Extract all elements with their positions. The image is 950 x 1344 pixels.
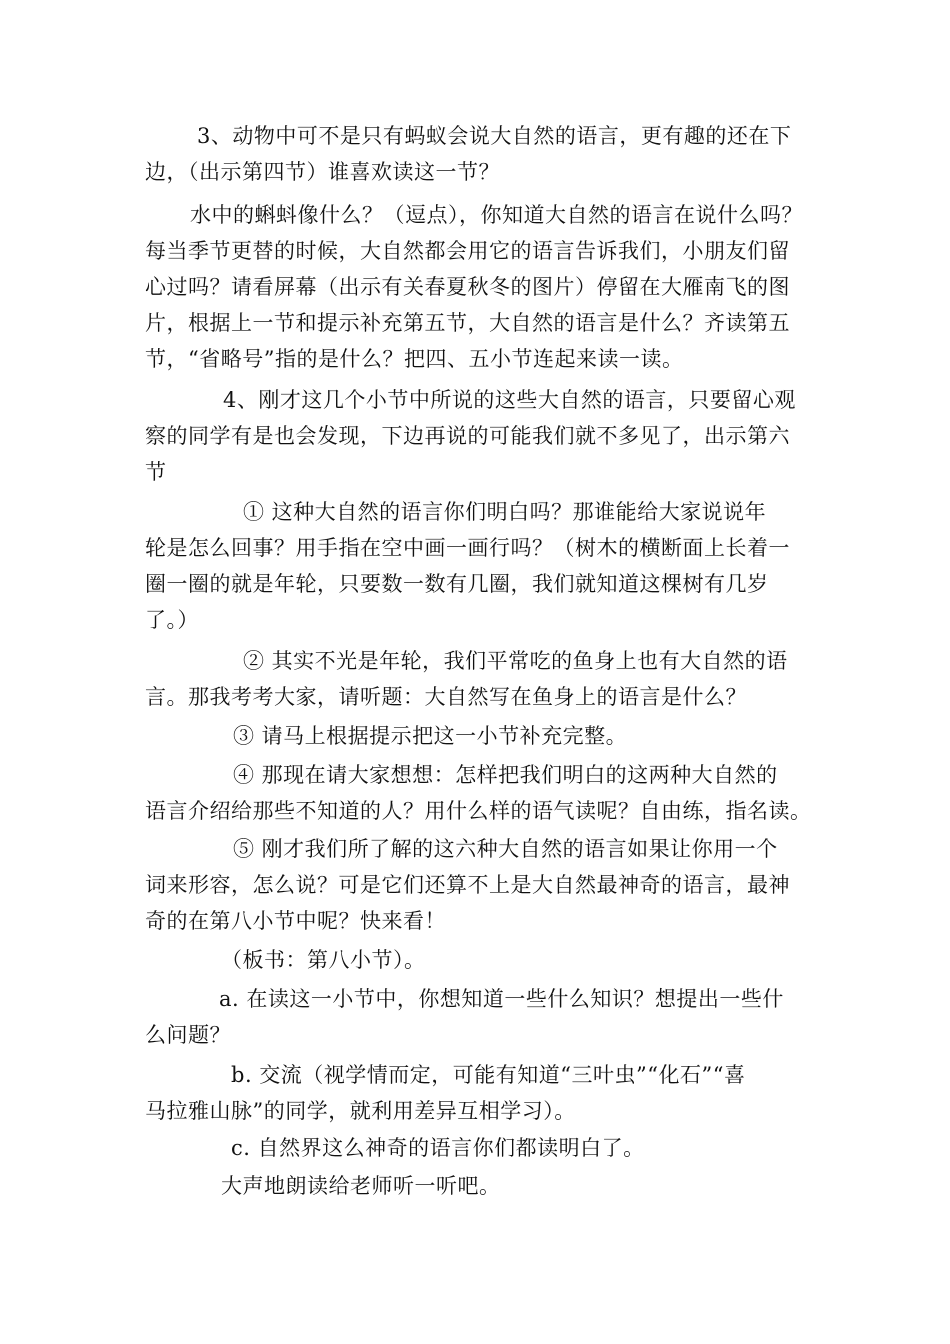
text-line: 奇的在第八小节中呢？快来看！ bbox=[145, 909, 446, 933]
text-line: 圈一圈的就是年轮，只要数一数有几圈，我们就知道这棵树有几岁 bbox=[145, 572, 769, 596]
text-line: 词来形容，怎么说？可是它们还算不上是大自然最神奇的语言，最神 bbox=[145, 873, 790, 897]
text-line: 轮是怎么回事？用手指在空中画一画行吗？（树木的横断面上长着一 bbox=[145, 536, 790, 560]
text-line: 边，（出示第四节）谁喜欢读这一节？ bbox=[145, 160, 500, 184]
text-line: ① 这种大自然的语言你们明白吗？那谁能给大家说说年 bbox=[243, 500, 767, 524]
text-line: 3、动物中可不是只有蚂蚁会说大自然的语言，更有趣的还在下 bbox=[197, 124, 792, 148]
text-line: 4、刚才这几个小节中所说的这些大自然的语言，只要留心观 bbox=[223, 388, 796, 412]
text-line: 言。那我考考大家，请听题：大自然写在鱼身上的语言是什么？ bbox=[145, 685, 747, 709]
text-line: 水中的蝌蚪像什么？（逗点），你知道大自然的语言在说什么吗？ bbox=[190, 203, 803, 227]
text-line: 节 bbox=[145, 460, 167, 484]
text-line: ② 其实不光是年轮，我们平常吃的鱼身上也有大自然的语 bbox=[243, 649, 788, 673]
text-line: ④ 那现在请大家想想：怎样把我们明白的这两种大自然的 bbox=[233, 763, 778, 787]
text-line: c. 自然界这么神奇的语言你们都读明白了。 bbox=[231, 1136, 645, 1160]
text-line: 语言介绍给那些不知道的人？用什么样的语气读呢？自由练，指名读。 bbox=[145, 799, 812, 823]
text-line: 察的同学有是也会发现，下边再说的可能我们就不多见了，出示第六 bbox=[145, 424, 790, 448]
text-line: 每当季节更替的时候，大自然都会用它的语言告诉我们，小朋友们留 bbox=[145, 239, 790, 263]
text-line: 么问题？ bbox=[145, 1023, 231, 1047]
text-line: 了。） bbox=[145, 608, 199, 632]
text-line: ③ 请马上根据提示把这一小节补充完整。 bbox=[233, 724, 628, 748]
text-line: 心过吗？请看屏幕（出示有关春夏秋冬的图片）停留在大雁南飞的图 bbox=[145, 275, 790, 299]
text-line: ⑤ 刚才我们所了解的这六种大自然的语言如果让你用一个 bbox=[233, 837, 778, 861]
text-line: 节，“省略号”指的是什么？把四、五小节连起来读一读。 bbox=[145, 347, 684, 371]
text-line: 片，根据上一节和提示补充第五节，大自然的语言是什么？齐读第五 bbox=[145, 311, 790, 335]
text-line: （板书：第八小节）。 bbox=[221, 948, 426, 972]
text-line: 大声地朗读给老师听一听吧。 bbox=[221, 1174, 501, 1198]
text-line: 马拉雅山脉”的同学，就利用差异互相学习）。 bbox=[145, 1099, 576, 1123]
text-line: a. 在读这一小节中，你想知道一些什么知识？想提出一些什 bbox=[219, 987, 784, 1011]
text-line: b. 交流（视学情而定，可能有知道“三叶虫”“化石”“喜 bbox=[231, 1063, 746, 1087]
